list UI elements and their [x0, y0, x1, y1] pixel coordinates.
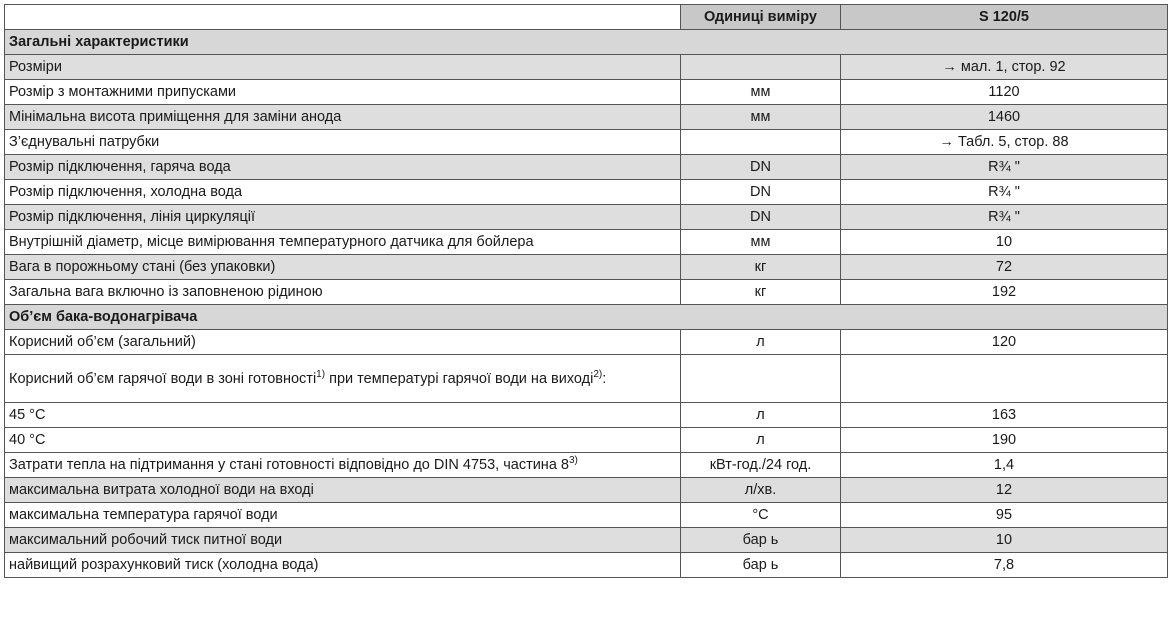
row-unit: кВт-год./24 год. [681, 453, 841, 478]
table-row [5, 503, 1168, 528]
row-unit [681, 130, 841, 155]
specifications-table [4, 4, 1168, 578]
hot-water-label-part-3: : [602, 370, 607, 387]
row-label: Розмір підключення, холодна вода [5, 180, 681, 205]
table-row [5, 553, 1168, 578]
standby-label: Затрати тепла на підтримання у стані готовності відповідно до DIN 4753, частина 8 [9, 457, 569, 473]
table-row [5, 403, 1168, 428]
row-unit: DN [681, 180, 841, 205]
row-unit: кг [681, 280, 841, 305]
table-row [5, 55, 1168, 80]
row-label: Розмір підключення, лінія циркуляції [5, 205, 681, 230]
row-unit: л [681, 330, 841, 355]
table-row [5, 180, 1168, 205]
table-row [5, 280, 1168, 305]
section-general-title: Загальні характеристики [5, 30, 1168, 55]
row-value: 12 [841, 478, 1168, 503]
row-label: Вага в порожньому стані (без упаковки) [5, 255, 681, 280]
table-row [5, 230, 1168, 255]
row-unit: мм [681, 105, 841, 130]
row-value: → мал. 1, стор. 92 [841, 55, 1168, 80]
row-unit: бар ь [681, 528, 841, 553]
row-label: 40 °C [5, 428, 681, 453]
footnote-1: 1) [316, 368, 326, 380]
row-unit [681, 55, 841, 80]
table-row [5, 105, 1168, 130]
row-label: максимальний робочий тиск питної води [5, 528, 681, 553]
row-label: Внутрішній діаметр, місце вимірювання температурного датчика для бойлера [5, 230, 681, 255]
row-unit: DN [681, 205, 841, 230]
hot-water-label-part-2: при температурі гарячої води на виході [325, 370, 594, 387]
row-unit: л [681, 403, 841, 428]
row-value: 10 [841, 230, 1168, 255]
row-value: 1,4 [841, 453, 1168, 478]
row-label: Мінімальна висота приміщення для заміни анода [5, 105, 681, 130]
footnote-2: 2) [593, 368, 603, 380]
header-model: S 120/5 [841, 5, 1168, 30]
table-row [5, 130, 1168, 155]
row-label: максимальна температура гарячої води [5, 503, 681, 528]
row-value: 1120 [841, 80, 1168, 105]
row-label [5, 453, 681, 478]
table-row [5, 453, 1168, 478]
row-unit: мм [681, 80, 841, 105]
row-value: R¾ " [841, 205, 1168, 230]
row-unit: бар ь [681, 553, 841, 578]
row-value: 120 [841, 330, 1168, 355]
row-unit: °C [681, 503, 841, 528]
row-unit: л [681, 428, 841, 453]
row-label: 45 °C [5, 403, 681, 428]
row-unit: кг [681, 255, 841, 280]
row-value: 1460 [841, 105, 1168, 130]
row-label: найвищий розрахунковий тиск (холодна вода) [5, 553, 681, 578]
row-label: Корисний об’єм (загальний) [5, 330, 681, 355]
row-label-hot-water [5, 355, 681, 403]
table-row [5, 428, 1168, 453]
row-value [841, 355, 1168, 403]
row-value: → Табл. 5, стор. 88 [841, 130, 1168, 155]
row-label: Розмір з монтажними припусками [5, 80, 681, 105]
row-value: 10 [841, 528, 1168, 553]
table-row [5, 478, 1168, 503]
table-row [5, 80, 1168, 105]
row-value: 163 [841, 403, 1168, 428]
footnote-3: 3) [568, 455, 578, 467]
row-label: Розмір підключення, гаряча вода [5, 155, 681, 180]
row-label: З’єднувальні патрубки [5, 130, 681, 155]
row-label: Загальна вага включно із заповненою рідиною [5, 280, 681, 305]
row-unit: мм [681, 230, 841, 255]
row-value: 72 [841, 255, 1168, 280]
row-value: R¾ " [841, 155, 1168, 180]
section-row [5, 305, 1168, 330]
table-row [5, 205, 1168, 230]
table-row [5, 255, 1168, 280]
row-value: 95 [841, 503, 1168, 528]
table-row [5, 330, 1168, 355]
row-value: 7,8 [841, 553, 1168, 578]
row-value: 190 [841, 428, 1168, 453]
row-unit: л/хв. [681, 478, 841, 503]
row-unit [681, 355, 841, 403]
table-row [5, 155, 1168, 180]
header-row [5, 5, 1168, 30]
row-label: максимальна витрата холодної води на вході [5, 478, 681, 503]
section-row [5, 30, 1168, 55]
section-volume-title: Об’єм бака-водонагрівача [5, 305, 1168, 330]
row-label: Розміри [5, 55, 681, 80]
row-value: 192 [841, 280, 1168, 305]
table-row [5, 355, 1168, 403]
row-value: R¾ " [841, 180, 1168, 205]
hot-water-label-part-1: Корисний об’єм гарячої води в зоні готовності [9, 370, 317, 387]
header-unit: Одиниці виміру [681, 5, 841, 30]
table-row [5, 528, 1168, 553]
header-blank-cell [5, 5, 681, 30]
row-unit: DN [681, 155, 841, 180]
